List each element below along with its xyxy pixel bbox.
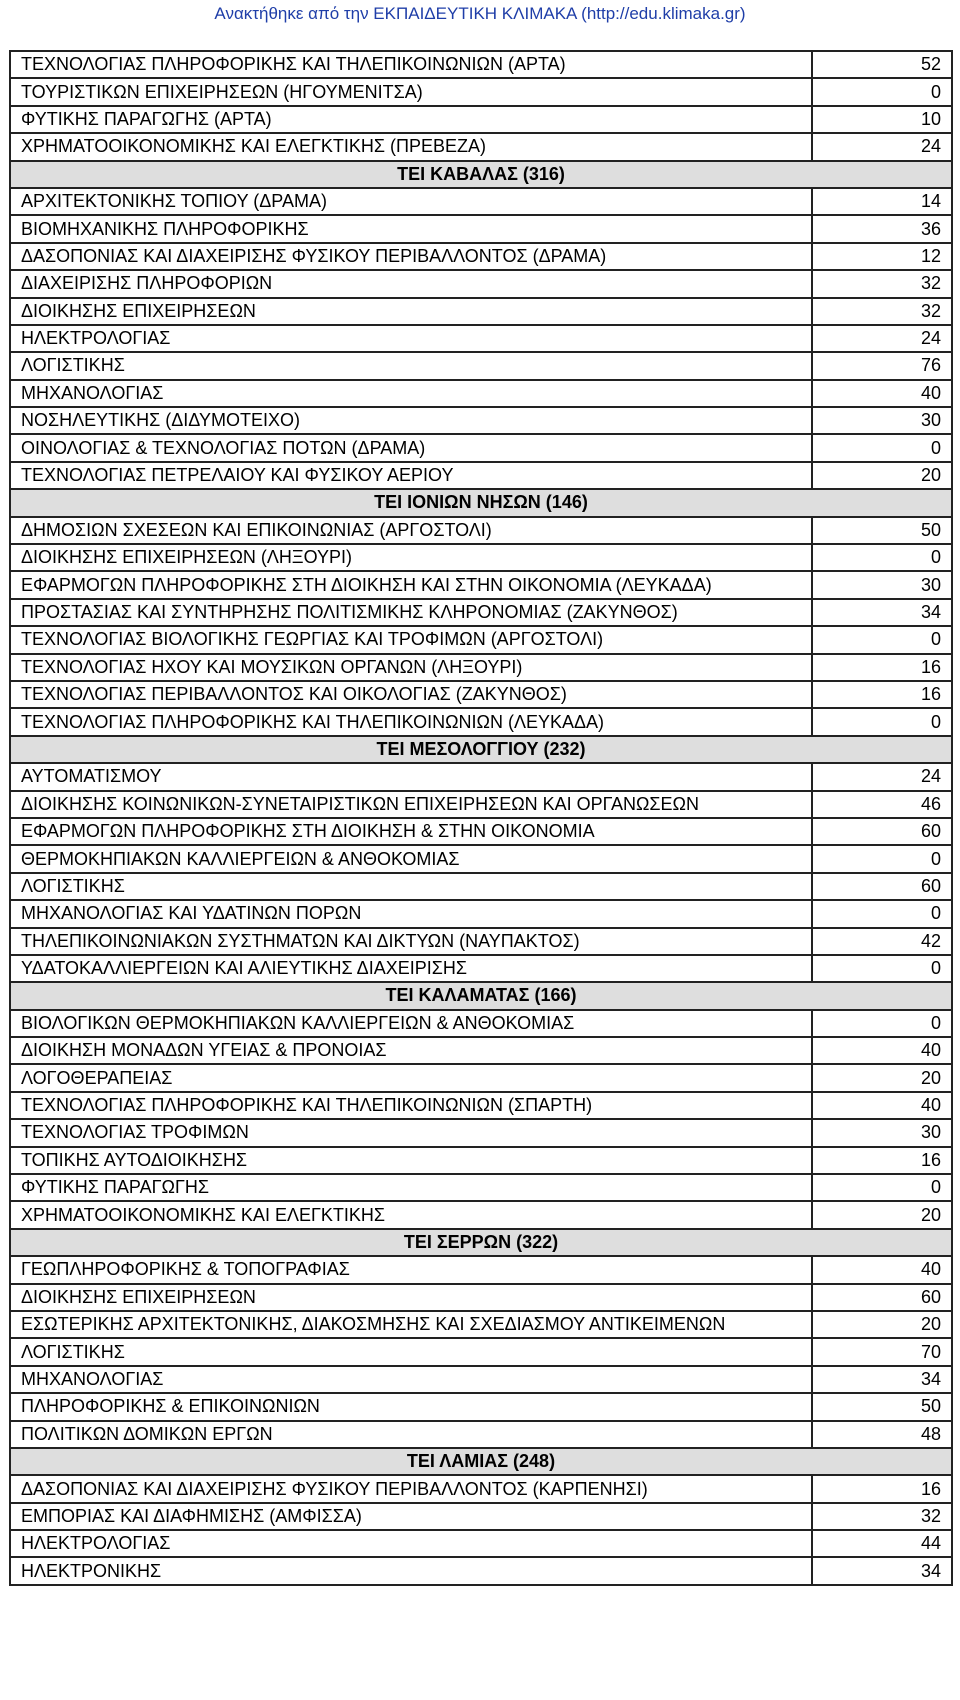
department-name: ΛΟΓΙΣΤΙΚΗΣ: [10, 1338, 812, 1365]
table-row: [10, 763, 952, 790]
department-value: 0: [812, 544, 952, 571]
department-value: 10: [812, 106, 952, 133]
department-name: ΥΔΑΤΟΚΑΛΛΙΕΡΓΕΙΩΝ ΚΑΙ ΑΛΙΕΥΤΙΚΗΣ ΔΙΑΧΕΙΡΙΣΗΣ: [10, 955, 812, 982]
institution-header-row: [10, 489, 952, 516]
department-value: 20: [812, 1201, 952, 1228]
department-name: ΔΑΣΟΠΟΝΙΑΣ ΚΑΙ ΔΙΑΧΕΙΡΙΣΗΣ ΦΥΣΙΚΟΥ ΠΕΡΙΒΑΛΛΟΝΤΟΣ (ΔΡΑΜΑ): [10, 243, 812, 270]
department-name: ΔΙΟΙΚΗΣΗΣ ΚΟΙΝΩΝΙΚΩΝ-ΣΥΝΕΤΑΙΡΙΣΤΙΚΩΝ ΕΠΙΧΕΙΡΗΣΕΩΝ ΚΑΙ ΟΡΓΑΝΩΣΕΩΝ: [10, 791, 812, 818]
table-row: [10, 928, 952, 955]
department-name: ΝΟΣΗΛΕΥΤΙΚΗΣ (ΔΙΔΥΜΟΤΕΙΧΟ): [10, 407, 812, 434]
department-name: ΕΦΑΡΜΟΓΩΝ ΠΛΗΡΟΦΟΡΙΚΗΣ ΣΤΗ ΔΙΟΙΚΗΣΗ & ΣΤΗΝ ΟΙΚΟΝΟΜΙΑ: [10, 818, 812, 845]
table-row: [10, 1393, 952, 1420]
department-name: ΗΛΕΚΤΡΟΝΙΚΗΣ: [10, 1557, 812, 1584]
department-value: 40: [812, 1037, 952, 1064]
department-value: 16: [812, 1147, 952, 1174]
department-name: ΤΕΧΝΟΛΟΓΙΑΣ ΠΕΤΡΕΛΑΙΟΥ ΚΑΙ ΦΥΣΙΚΟΥ ΑΕΡΙΟΥ: [10, 462, 812, 489]
department-value: 34: [812, 599, 952, 626]
department-name: ΜΗΧΑΝΟΛΟΓΙΑΣ: [10, 1366, 812, 1393]
department-value: 40: [812, 380, 952, 407]
department-name: ΤΕΧΝΟΛΟΓΙΑΣ ΠΕΡΙΒΑΛΛΟΝΤΟΣ ΚΑΙ ΟΙΚΟΛΟΓΙΑΣ (ΖΑΚΥΝΘΟΣ): [10, 681, 812, 708]
department-value: 30: [812, 407, 952, 434]
department-name: ΑΡΧΙΤΕΚΤΟΝΙΚΗΣ ΤΟΠΙΟΥ (ΔΡΑΜΑ): [10, 188, 812, 215]
department-name: ΧΡΗΜΑΤΟΟΙΚΟΝΟΜΙΚΗΣ ΚΑΙ ΕΛΕΓΚΤΙΚΗΣ: [10, 1201, 812, 1228]
department-name: ΤΕΧΝΟΛΟΓΙΑΣ ΗΧΟΥ ΚΑΙ ΜΟΥΣΙΚΩΝ ΟΡΓΑΝΩΝ (ΛΗΞΟΥΡΙ): [10, 654, 812, 681]
department-value: 24: [812, 133, 952, 160]
table-row: [10, 571, 952, 598]
department-name: ΔΙΟΙΚΗΣΗ ΜΟΝΑΔΩΝ ΥΓΕΙΑΣ & ΠΡΟΝΟΙΑΣ: [10, 1037, 812, 1064]
department-value: 36: [812, 215, 952, 242]
table-row: [10, 352, 952, 379]
table-row: [10, 1037, 952, 1064]
table-row: [10, 298, 952, 325]
department-name: ΒΙΟΛΟΓΙΚΩΝ ΘΕΡΜΟΚΗΠΙΑΚΩΝ ΚΑΛΛΙΕΡΓΕΙΩΝ & ΑΝΘΟΚΟΜΙΑΣ: [10, 1010, 812, 1037]
department-value: 0: [812, 1174, 952, 1201]
department-name: ΜΗΧΑΝΟΛΟΓΙΑΣ: [10, 380, 812, 407]
department-value: 30: [812, 571, 952, 598]
department-name: ΤΕΧΝΟΛΟΓΙΑΣ ΤΡΟΦΙΜΩΝ: [10, 1119, 812, 1146]
source-header: Ανακτήθηκε από την ΕΚΠΑΙΔΕΥΤΙΚΗ ΚΛΙΜΑΚΑ (http://edu.klimaka.gr): [214, 4, 746, 23]
department-value: 0: [812, 955, 952, 982]
department-name: ΔΙΟΙΚΗΣΗΣ ΕΠΙΧΕΙΡΗΣΕΩΝ: [10, 1284, 812, 1311]
table-row: [10, 434, 952, 461]
department-name: ΔΑΣΟΠΟΝΙΑΣ ΚΑΙ ΔΙΑΧΕΙΡΙΣΗΣ ΦΥΣΙΚΟΥ ΠΕΡΙΒΑΛΛΟΝΤΟΣ (ΚΑΡΠΕΝΗΣΙ): [10, 1475, 812, 1502]
department-value: 16: [812, 1475, 952, 1502]
institution-header-row: [10, 736, 952, 763]
table-row: [10, 1010, 952, 1037]
departments-table: [9, 50, 953, 1586]
department-name: ΔΙΟΙΚΗΣΗΣ ΕΠΙΧΕΙΡΗΣΕΩΝ (ΛΗΞΟΥΡΙ): [10, 544, 812, 571]
table-row: [10, 1174, 952, 1201]
table-row: [10, 325, 952, 352]
table-row: [10, 1119, 952, 1146]
department-value: 60: [812, 818, 952, 845]
department-name: ΕΦΑΡΜΟΓΩΝ ΠΛΗΡΟΦΟΡΙΚΗΣ ΣΤΗ ΔΙΟΙΚΗΣΗ ΚΑΙ ΣΤΗΝ ΟΙΚΟΝΟΜΙΑ (ΛΕΥΚΑΔΑ): [10, 571, 812, 598]
department-name: ΜΗΧΑΝΟΛΟΓΙΑΣ ΚΑΙ ΥΔΑΤΙΝΩΝ ΠΟΡΩΝ: [10, 900, 812, 927]
table-row: [10, 380, 952, 407]
department-value: 60: [812, 1284, 952, 1311]
department-name: ΤΕΧΝΟΛΟΓΙΑΣ ΒΙΟΛΟΓΙΚΗΣ ΓΕΩΡΓΙΑΣ ΚΑΙ ΤΡΟΦΙΜΩΝ (ΑΡΓΟΣΤΟΛΙ): [10, 626, 812, 653]
department-name: ΛΟΓΟΘΕΡΑΠΕΙΑΣ: [10, 1064, 812, 1091]
department-name: ΒΙΟΜΗΧΑΝΙΚΗΣ ΠΛΗΡΟΦΟΡΙΚΗΣ: [10, 215, 812, 242]
department-value: 40: [812, 1256, 952, 1283]
department-name: ΤΕΧΝΟΛΟΓΙΑΣ ΠΛΗΡΟΦΟΡΙΚΗΣ ΚΑΙ ΤΗΛΕΠΙΚΟΙΝΩΝΙΩΝ (ΛΕΥΚΑΔΑ): [10, 708, 812, 735]
table-row: [10, 654, 952, 681]
department-value: 16: [812, 654, 952, 681]
department-value: 0: [812, 626, 952, 653]
table-row: [10, 708, 952, 735]
department-value: 42: [812, 928, 952, 955]
department-name: ΕΜΠΟΡΙΑΣ ΚΑΙ ΔΙΑΦΗΜΙΣΗΣ (ΑΜΦΙΣΣΑ): [10, 1503, 812, 1530]
institution-name: ΤΕΙ ΚΑΛΑΜΑΤΑΣ (166): [10, 982, 952, 1009]
department-value: 0: [812, 434, 952, 461]
department-name: ΠΟΛΙΤΙΚΩΝ ΔΟΜΙΚΩΝ ΕΡΓΩΝ: [10, 1421, 812, 1448]
institution-header-row: [10, 161, 952, 188]
table-row: [10, 517, 952, 544]
table-row: [10, 1530, 952, 1557]
institution-name: ΤΕΙ ΛΑΜΙΑΣ (248): [10, 1448, 952, 1475]
table-row: [10, 1284, 952, 1311]
department-value: 14: [812, 188, 952, 215]
department-value: 48: [812, 1421, 952, 1448]
department-name: ΦΥΤΙΚΗΣ ΠΑΡΑΓΩΓΗΣ (ΑΡΤΑ): [10, 106, 812, 133]
institution-name: ΤΕΙ ΜΕΣΟΛΟΓΓΙΟΥ (232): [10, 736, 952, 763]
department-name: ΤΗΛΕΠΙΚΟΙΝΩΝΙΑΚΩΝ ΣΥΣΤΗΜΑΤΩΝ ΚΑΙ ΔΙΚΤΥΩΝ (ΝΑΥΠΑΚΤΟΣ): [10, 928, 812, 955]
table-row: [10, 845, 952, 872]
institution-name: ΤΕΙ ΣΕΡΡΩΝ (322): [10, 1229, 952, 1256]
table-row: [10, 1475, 952, 1502]
institution-name: ΤΕΙ ΚΑΒΑΛΑΣ (316): [10, 161, 952, 188]
table-row: [10, 599, 952, 626]
department-value: 0: [812, 708, 952, 735]
department-name: ΤΟΥΡΙΣΤΙΚΩΝ ΕΠΙΧΕΙΡΗΣΕΩΝ (ΗΓΟΥΜΕΝΙΤΣΑ): [10, 78, 812, 105]
department-value: 76: [812, 352, 952, 379]
department-value: 46: [812, 791, 952, 818]
department-name: ΔΗΜΟΣΙΩΝ ΣΧΕΣΕΩΝ ΚΑΙ ΕΠΙΚΟΙΝΩΝΙΑΣ (ΑΡΓΟΣΤΟΛΙ): [10, 517, 812, 544]
department-name: ΗΛΕΚΤΡΟΛΟΓΙΑΣ: [10, 325, 812, 352]
department-value: 24: [812, 763, 952, 790]
department-value: 50: [812, 1393, 952, 1420]
table-row: [10, 1311, 952, 1338]
department-name: ΠΛΗΡΟΦΟΡΙΚΗΣ & ΕΠΙΚΟΙΝΩΝΙΩΝ: [10, 1393, 812, 1420]
department-name: ΧΡΗΜΑΤΟΟΙΚΟΝΟΜΙΚΗΣ ΚΑΙ ΕΛΕΓΚΤΙΚΗΣ (ΠΡΕΒΕΖΑ): [10, 133, 812, 160]
institution-name: ΤΕΙ ΙΟΝΙΩΝ ΝΗΣΩΝ (146): [10, 489, 952, 516]
department-value: 34: [812, 1557, 952, 1584]
table-row: [10, 1366, 952, 1393]
table-row: [10, 215, 952, 242]
department-value: 34: [812, 1366, 952, 1393]
department-value: 20: [812, 1064, 952, 1091]
department-value: 32: [812, 298, 952, 325]
department-name: ΑΥΤΟΜΑΤΙΣΜΟΥ: [10, 763, 812, 790]
department-value: 40: [812, 1092, 952, 1119]
department-name: ΟΙΝΟΛΟΓΙΑΣ & ΤΕΧΝΟΛΟΓΙΑΣ ΠΟΤΩΝ (ΔΡΑΜΑ): [10, 434, 812, 461]
department-value: 32: [812, 1503, 952, 1530]
table-row: [10, 900, 952, 927]
department-name: ΘΕΡΜΟΚΗΠΙΑΚΩΝ ΚΑΛΛΙΕΡΓΕΙΩΝ & ΑΝΘΟΚΟΜΙΑΣ: [10, 845, 812, 872]
table-row: [10, 544, 952, 571]
department-value: 24: [812, 325, 952, 352]
table-row: [10, 243, 952, 270]
department-value: 70: [812, 1338, 952, 1365]
department-value: 0: [812, 78, 952, 105]
department-name: ΤΟΠΙΚΗΣ ΑΥΤΟΔΙΟΙΚΗΣΗΣ: [10, 1147, 812, 1174]
department-name: ΕΣΩΤΕΡΙΚΗΣ ΑΡΧΙΤΕΚΤΟΝΙΚΗΣ, ΔΙΑΚΟΣΜΗΣΗΣ ΚΑΙ ΣΧΕΔΙΑΣΜΟΥ ΑΝΤΙΚΕΙΜΕΝΩΝ: [10, 1311, 812, 1338]
table-row: [10, 1092, 952, 1119]
department-name: ΓΕΩΠΛΗΡΟΦΟΡΙΚΗΣ & ΤΟΠΟΓΡΑΦΙΑΣ: [10, 1256, 812, 1283]
table-row: [10, 1338, 952, 1365]
table-row: [10, 626, 952, 653]
department-value: 32: [812, 270, 952, 297]
department-value: 20: [812, 1311, 952, 1338]
department-value: 0: [812, 845, 952, 872]
department-value: 44: [812, 1530, 952, 1557]
table-row: [10, 407, 952, 434]
table-row: [10, 270, 952, 297]
table-row: [10, 1064, 952, 1091]
department-value: 0: [812, 900, 952, 927]
table-row: [10, 78, 952, 105]
department-name: ΦΥΤΙΚΗΣ ΠΑΡΑΓΩΓΗΣ: [10, 1174, 812, 1201]
department-value: 12: [812, 243, 952, 270]
table-row: [10, 106, 952, 133]
department-value: 16: [812, 681, 952, 708]
department-name: ΔΙΟΙΚΗΣΗΣ ΕΠΙΧΕΙΡΗΣΕΩΝ: [10, 298, 812, 325]
department-name: ΔΙΑΧΕΙΡΙΣΗΣ ΠΛΗΡΟΦΟΡΙΩΝ: [10, 270, 812, 297]
department-name: ΛΟΓΙΣΤΙΚΗΣ: [10, 352, 812, 379]
institution-header-row: [10, 982, 952, 1009]
department-name: ΗΛΕΚΤΡΟΛΟΓΙΑΣ: [10, 1530, 812, 1557]
department-value: 50: [812, 517, 952, 544]
table-row: [10, 51, 952, 78]
table-row: [10, 133, 952, 160]
table-row: [10, 873, 952, 900]
table-row: [10, 681, 952, 708]
department-name: ΤΕΧΝΟΛΟΓΙΑΣ ΠΛΗΡΟΦΟΡΙΚΗΣ ΚΑΙ ΤΗΛΕΠΙΚΟΙΝΩΝΙΩΝ (ΣΠΑΡΤΗ): [10, 1092, 812, 1119]
department-value: 0: [812, 1010, 952, 1037]
department-value: 20: [812, 462, 952, 489]
table-row: [10, 1147, 952, 1174]
table-row: [10, 955, 952, 982]
table-row: [10, 1557, 952, 1584]
table-row: [10, 188, 952, 215]
department-value: 52: [812, 51, 952, 78]
department-name: ΠΡΟΣΤΑΣΙΑΣ ΚΑΙ ΣΥΝΤΗΡΗΣΗΣ ΠΟΛΙΤΙΣΜΙΚΗΣ ΚΛΗΡΟΝΟΜΙΑΣ (ΖΑΚΥΝΘΟΣ): [10, 599, 812, 626]
table-row: [10, 791, 952, 818]
institution-header-row: [10, 1448, 952, 1475]
department-name: ΛΟΓΙΣΤΙΚΗΣ: [10, 873, 812, 900]
department-value: 30: [812, 1119, 952, 1146]
institution-header-row: [10, 1229, 952, 1256]
department-name: ΤΕΧΝΟΛΟΓΙΑΣ ΠΛΗΡΟΦΟΡΙΚΗΣ ΚΑΙ ΤΗΛΕΠΙΚΟΙΝΩΝΙΩΝ (ΑΡΤΑ): [10, 51, 812, 78]
table-row: [10, 1256, 952, 1283]
table-row: [10, 1421, 952, 1448]
department-value: 60: [812, 873, 952, 900]
table-row: [10, 1201, 952, 1228]
table-row: [10, 818, 952, 845]
table-row: [10, 462, 952, 489]
table-row: [10, 1503, 952, 1530]
